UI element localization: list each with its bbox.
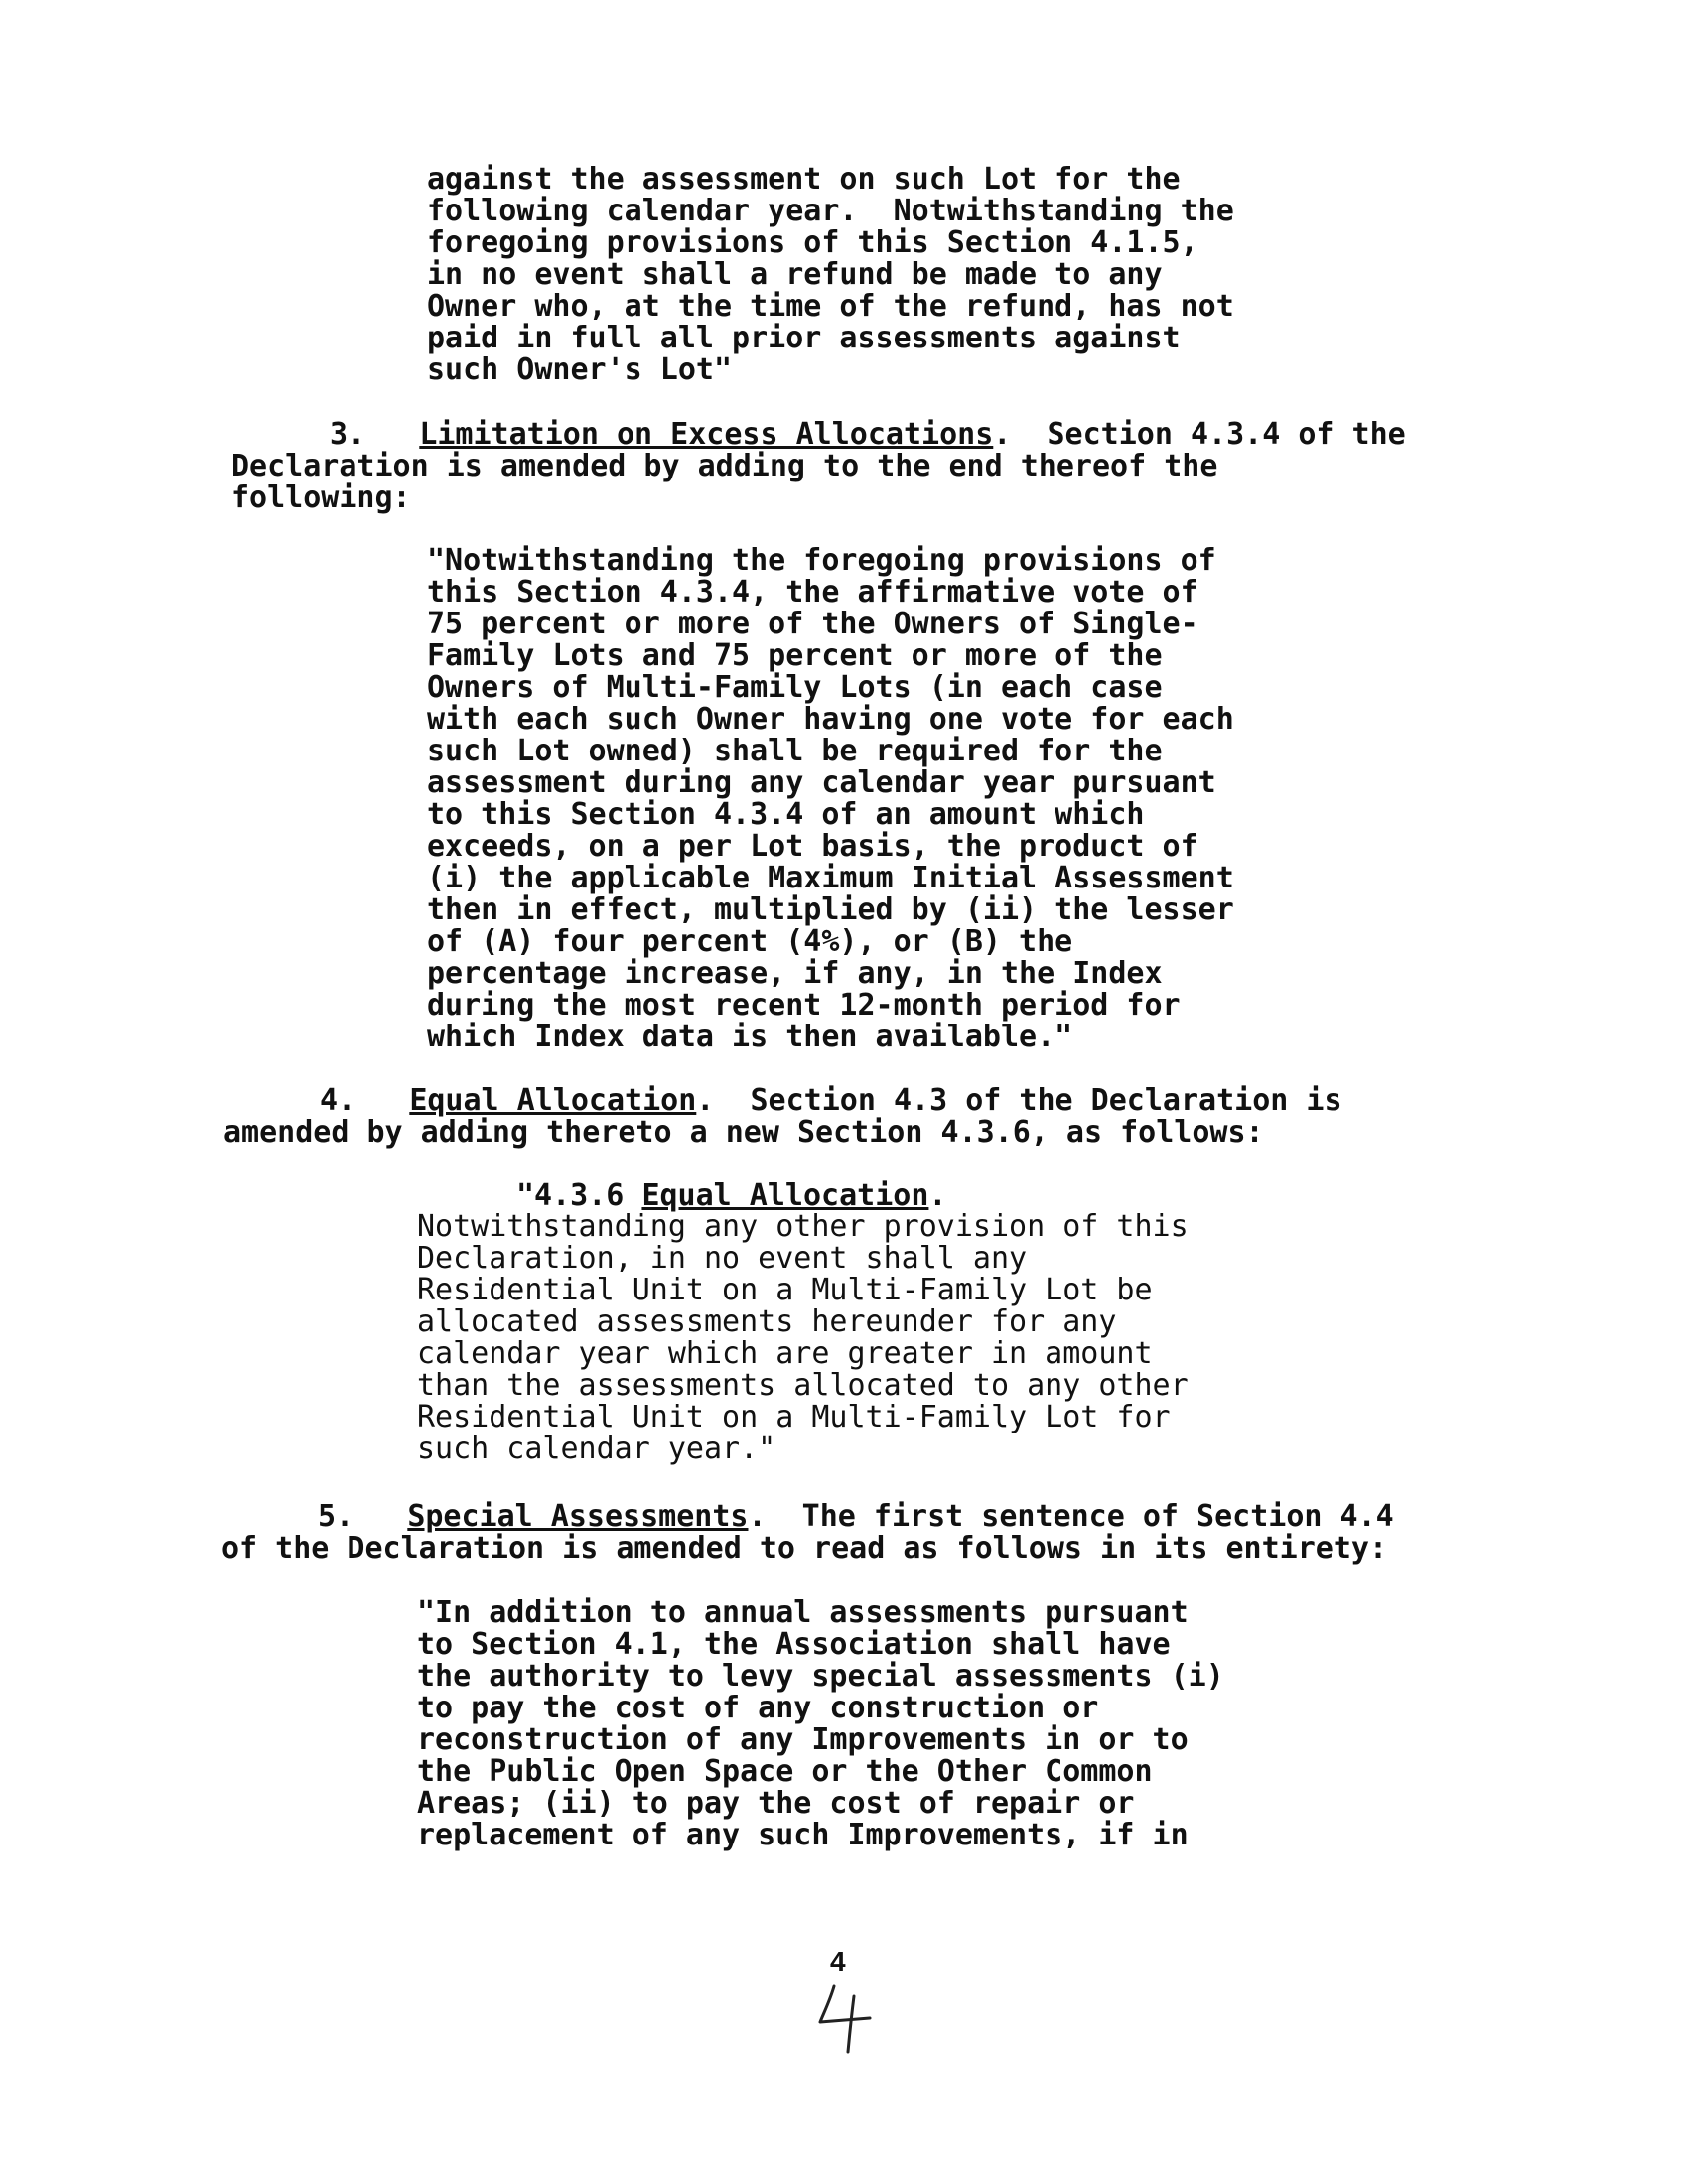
section-5-intro (221, 1533, 1387, 1565)
quote-heading-end: . (928, 1178, 947, 1213)
section-3-intro (231, 451, 1217, 514)
section-number: 3. (330, 417, 366, 452)
text-line: then in effect, multiplied by (ii) the lesser (427, 892, 1234, 927)
text-line: "Notwithstanding the foregoing provisions of (427, 543, 1216, 578)
text-line: Areas; (ii) to pay the cost of repair or (417, 1786, 1135, 1821)
text-line: foregoing provisions of this Section 4.1.5, (427, 225, 1198, 260)
text-line: amended by adding thereto a new Section 4.3.6, as follows: (223, 1115, 1264, 1150)
section-4-heading-line (320, 1085, 1342, 1117)
handwritten-page-number (814, 1979, 884, 2062)
text-line: such calendar year." (417, 1432, 776, 1466)
quote-prefix: "4.3.6 (516, 1178, 642, 1213)
quote-continuation (427, 164, 1234, 386)
section-heading: Limitation on Excess Allocations (419, 417, 994, 452)
text-line: calendar year which are greater in amount (417, 1336, 1153, 1371)
section-4-quote (417, 1211, 1189, 1465)
text-line: following calendar year. Notwithstanding the (427, 194, 1234, 228)
text-line: Owner who, at the time of the refund, has not (427, 289, 1234, 324)
text-line: Notwithstanding any other provision of this (417, 1209, 1189, 1244)
text-line: of (A) four percent (4%), or (B) the (427, 924, 1073, 959)
text-line: with each such Owner having one vote for each (427, 702, 1234, 737)
section-3-quote (427, 545, 1234, 1053)
section-number: 5. (318, 1499, 354, 1534)
text-line: Owners of Multi-Family Lots (in each case (427, 670, 1163, 705)
text-line: during the most recent 12-month period for (427, 988, 1181, 1023)
text-line: to Section 4.1, the Association shall have (417, 1627, 1171, 1662)
section-4-intro (223, 1117, 1264, 1149)
text-line: than the assessments allocated to any other (417, 1368, 1189, 1403)
text-line: which Index data is then available." (427, 1020, 1073, 1054)
text-line: paid in full all prior assessments against (427, 321, 1181, 355)
text-line: such Lot owned) shall be required for the (427, 734, 1163, 768)
text-line: the Public Open Space or the Other Common (417, 1754, 1153, 1789)
text-line: against the assessment on such Lot for the (427, 162, 1181, 197)
text-line: the authority to levy special assessments (i) (417, 1659, 1224, 1694)
text-line: Family Lots and 75 percent or more of the (427, 638, 1163, 673)
text-line: "In addition to annual assessments pursuant (417, 1595, 1189, 1630)
section-number: 4. (320, 1083, 356, 1118)
text-line: to pay the cost of any construction or (417, 1691, 1099, 1725)
text-line: allocated assessments hereunder for any (417, 1304, 1117, 1339)
section-3-heading-line (330, 419, 1406, 451)
text-line: percentage increase, if any, in the Index (427, 956, 1163, 991)
text-line: 75 percent or more of the Owners of Single- (427, 607, 1198, 641)
section-heading: Special Assessments (407, 1499, 749, 1534)
section-5-heading-line (318, 1501, 1394, 1533)
text-line: exceeds, on a per Lot basis, the product of (427, 829, 1198, 864)
text-line: to this Section 4.3.4 of an amount which (427, 797, 1145, 832)
section-heading: Equal Allocation (409, 1083, 697, 1118)
text-line: reconstruction of any Improvements in or to (417, 1722, 1189, 1757)
text-line: this Section 4.3.4, the affirmative vote of (427, 575, 1198, 610)
text-line: assessment during any calendar year pursuant (427, 765, 1216, 800)
text-line: following: (231, 480, 411, 515)
text-line: replacement of any such Improvements, if in (417, 1818, 1189, 1852)
section-4-quote-heading (516, 1180, 946, 1212)
text-line: Declaration is amended by adding to the end thereof the (231, 449, 1218, 483)
page-number: 4 (830, 1946, 846, 1977)
quote-heading: Equal Allocation (641, 1178, 929, 1213)
section-5-quote (417, 1597, 1224, 1851)
text-line: Residential Unit on a Multi-Family Lot be (417, 1273, 1153, 1307)
text-line: in no event shall a refund be made to any (427, 257, 1163, 292)
section-intro: . Section 4.3.4 of the (993, 417, 1406, 452)
text-line: (i) the applicable Maximum Initial Assessment (427, 861, 1234, 895)
text-line: Residential Unit on a Multi-Family Lot for (417, 1400, 1171, 1434)
text-line: Declaration, in no event shall any (417, 1241, 1028, 1276)
handwritten-four-icon (814, 1979, 884, 2058)
section-intro: . The first sentence of Section 4.4 (748, 1499, 1394, 1534)
section-intro: . Section 4.3 of the Declaration is (696, 1083, 1342, 1118)
text-line: such Owner's Lot" (427, 352, 733, 387)
text-line: of the Declaration is amended to read as follows in its entirety: (221, 1531, 1387, 1566)
